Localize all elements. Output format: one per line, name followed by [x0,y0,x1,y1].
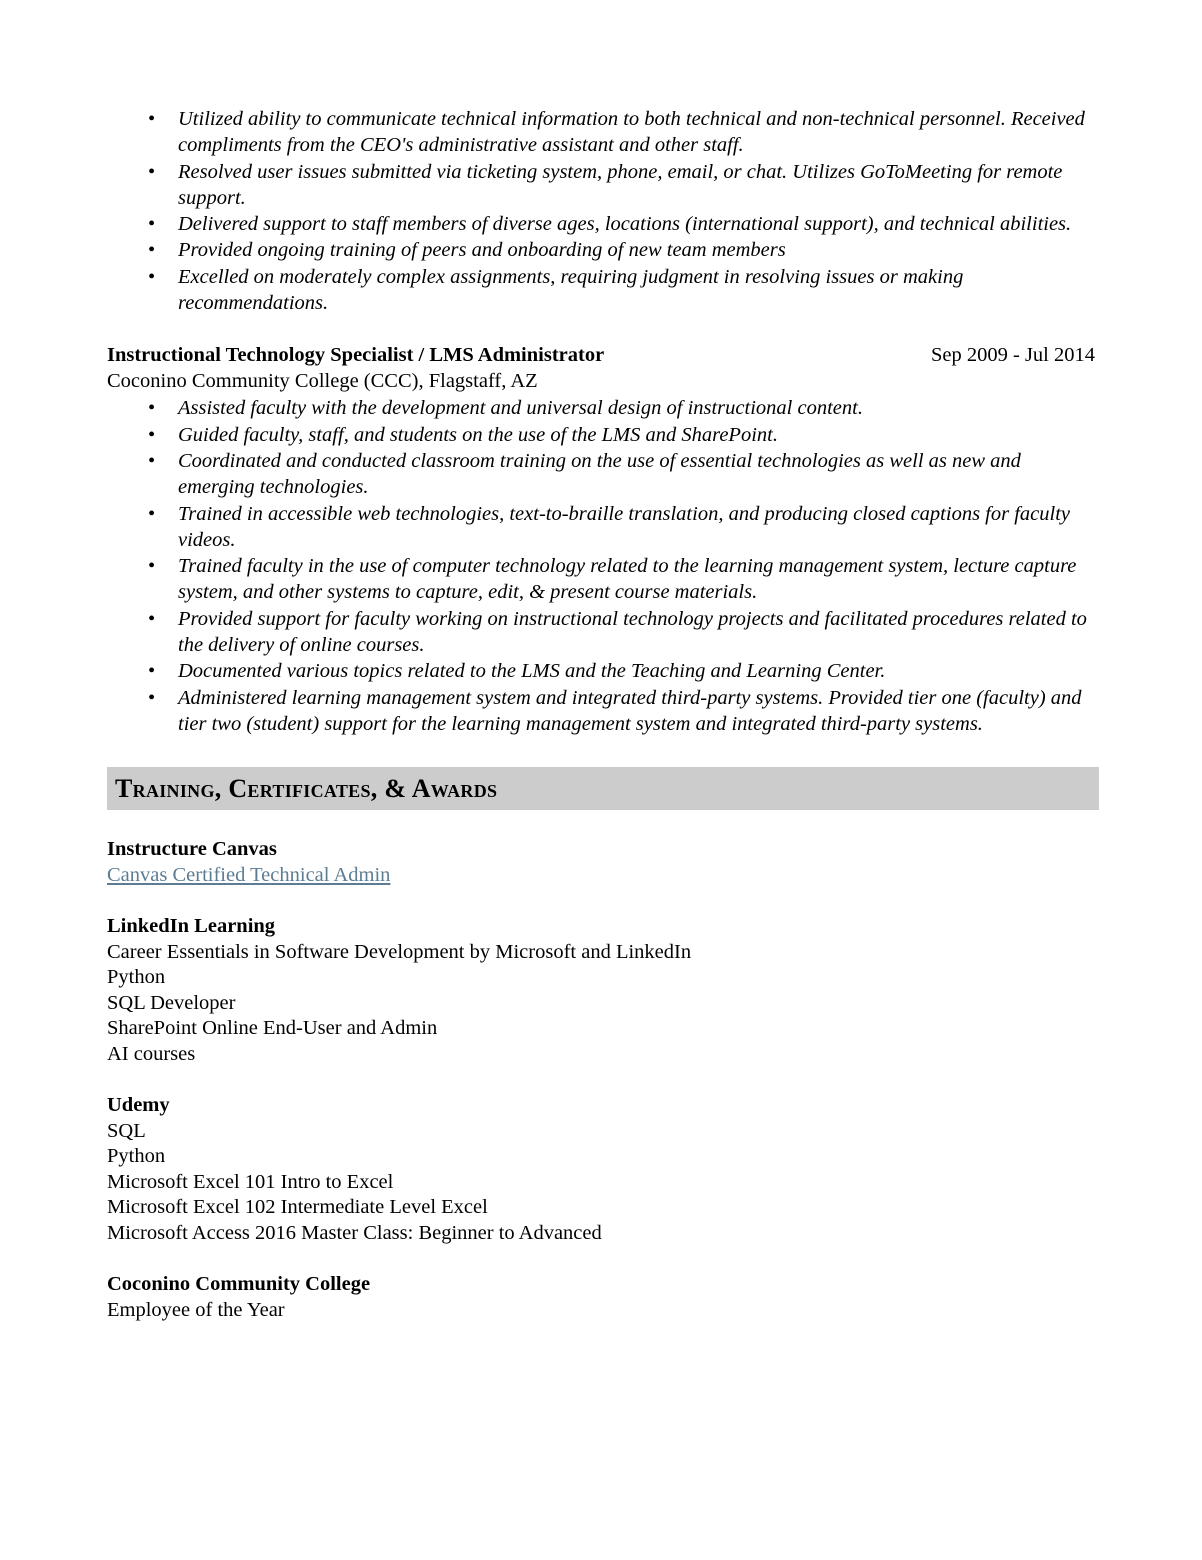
list-item-text: Trained in accessible web technologies, text-to-braille translation, and producing closed captions for faculty videos. [178,502,1071,551]
bullet-icon: • [148,660,156,683]
bullet-icon: • [148,449,156,472]
bullet-icon: • [148,265,156,288]
bullet-icon: • [148,397,156,420]
list-item-text: Documented various topics related to the LMS and the Teaching and Learning Center. [178,660,886,683]
bullet-icon: • [148,239,156,262]
list-item [107,658,1097,684]
bullet-icon: • [148,108,156,130]
training-item: Microsoft Excel 102 Intermediate Level Excel [107,1196,488,1219]
list-item [107,501,1097,554]
list-item-text: Resolved user issues submitted via ticketing system, phone, email, or chat. Utilizes GoToMeeting for remote support. [178,160,1063,209]
list-item [107,422,1097,448]
training-item: Microsoft Access 2016 Master Class: Beginner to Advanced [107,1221,602,1244]
list-item [107,606,1097,659]
section-title: Training, Certificates, & Awards [115,773,498,803]
training-item: Career Essentials in Software Development by Microsoft and LinkedIn [107,940,692,963]
training-item: AI courses [107,1042,196,1065]
list-item-text: Guided faculty, staff, and students on the use of the LMS and SharePoint. [178,423,778,446]
training-group-udemy [107,1093,1097,1246]
job-employer: Coconino Community College (CCC), Flagstaff, AZ [107,370,538,393]
list-item [107,106,1097,159]
training-item: SharePoint Online End-User and Admin [107,1017,438,1040]
bullet-icon: • [148,213,156,236]
training-item: Python [107,966,166,989]
list-item-text: Excelled on moderately complex assignments, requiring judgment in resolving issues or making recommendations. [178,265,964,315]
list-item-text: Delivered support to staff members of diverse ages, locations (international support), and technical abilities. [178,213,1072,236]
job-entry [107,342,1097,737]
training-item: Employee of the Year [107,1298,285,1321]
list-item [107,264,1097,317]
bullet-icon: • [148,607,156,630]
page-content [107,106,1097,1323]
list-item-text: Trained faculty in the use of computer technology related to the learning management system, lecture capture system, and other systems to capture, edit, & present course materials. [178,555,1077,604]
bullet-icon: • [148,502,156,525]
list-item [107,448,1097,501]
training-item: SQL [107,1119,146,1142]
bullet-icon: • [148,555,156,578]
job-bullet-list [107,395,1097,737]
list-item [107,553,1097,606]
list-item [107,395,1097,421]
training-group-linkedin-learning [107,914,1097,1067]
list-item-text: Assisted faculty with the development and universal design of instructional content. [178,397,863,420]
section-header-training [107,767,1099,810]
bullet-icon: • [148,423,156,446]
training-group-instructure-canvas [107,837,1097,888]
previous-role-bullet-list [107,106,1097,316]
list-item-text: Administered learning management system and integrated third-party systems. Provided tier one (faculty) and tier two (student) support for the learning management system and integrated third-party systems. [178,686,1082,735]
canvas-certified-technical-admin-link[interactable]: Canvas Certified Technical Admin [107,863,391,886]
training-item: Python [107,1145,166,1168]
list-item-text: Utilized ability to communicate technical information to both technical and non-technical personnel. Received compliments from the CEO's administrative assistant and other staff. [178,108,1085,157]
bullet-icon: • [148,160,156,183]
job-title: Instructional Technology Specialist / LMS Administrator [107,344,605,367]
training-provider-name: Coconino Community College [107,1273,371,1296]
list-item-text: Provided support for faculty working on instructional technology projects and facilitated procedures related to the delivery of online courses. [178,607,1087,657]
bullet-icon: • [148,686,156,709]
list-item [107,685,1097,738]
training-group-coconino-community-college [107,1272,1097,1323]
list-item-text: Provided ongoing training of peers and onboarding of new team members [178,239,786,262]
list-item [107,159,1097,212]
list-item [107,211,1097,237]
list-item-text: Coordinated and conducted classroom training on the use of essential technologies as well as new and emerging technologies. [178,449,1021,499]
training-provider-name: Udemy [107,1094,170,1117]
list-item [107,237,1097,263]
training-item: Microsoft Excel 101 Intro to Excel [107,1170,394,1193]
training-provider-name: Instructure Canvas [107,838,277,861]
job-dates: Sep 2009 - Jul 2014 [931,344,1095,367]
job-header [107,342,1095,368]
training-provider-name: LinkedIn Learning [107,915,276,938]
training-item: SQL Developer [107,991,236,1014]
